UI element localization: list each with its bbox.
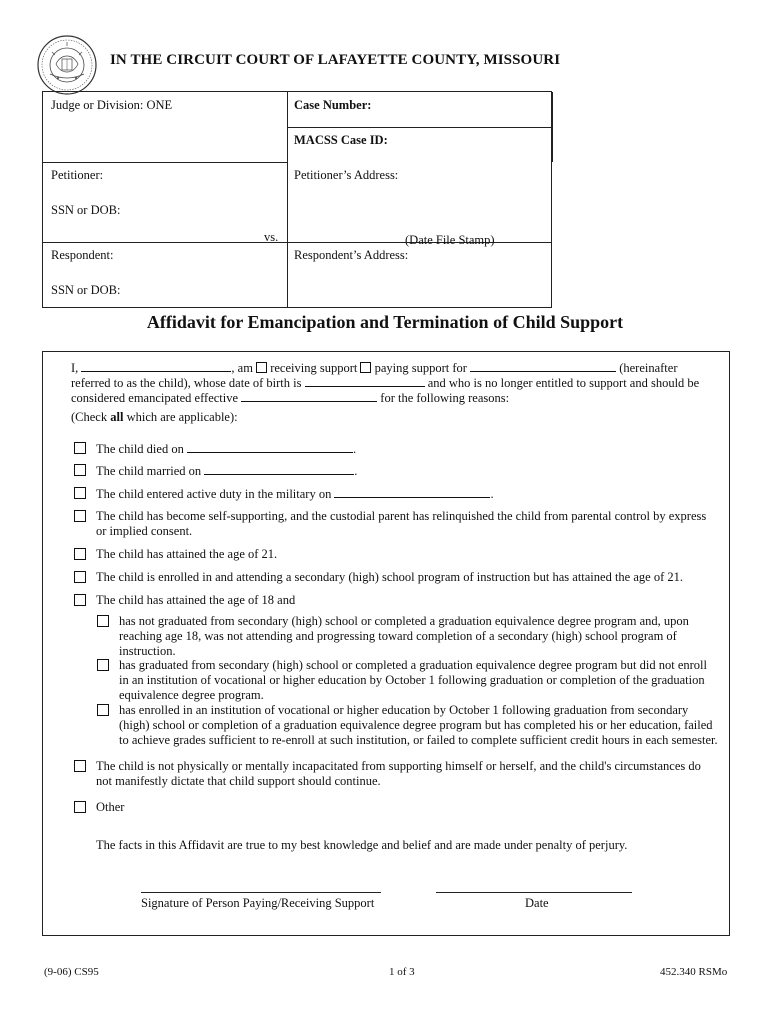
sub-reason-not-graduated: has not graduated from secondary (high) school or completed a graduation equivalence degree program and, upon reaching age 18, was not attending and progressing toward completion of a secondary (high) school program of instruction. xyxy=(119,614,689,658)
check-instruction: (Check all which are applicable): xyxy=(71,410,238,424)
petitioner-ssn-label: SSN or DOB: xyxy=(51,203,121,217)
petitioner-label: Petitioner: xyxy=(51,168,104,182)
not-graduated-checkbox[interactable] xyxy=(97,615,109,627)
petitioner-address-label: Petitioner’s Address: xyxy=(294,168,399,182)
respondent-label: Respondent: xyxy=(51,248,114,262)
reason-enrolled-age21: The child is enrolled in and attending a secondary (high) school program of instruction but has attained the age of 21. xyxy=(96,570,683,584)
married-date-field[interactable] xyxy=(204,463,354,475)
reason-not-incapacitated: The child is not physically or mentally incapacitated from supporting himself or herself, and the child's circumstances do not manifestly dictate that child support should continue. xyxy=(96,759,701,788)
missouri-state-seal-icon xyxy=(36,34,98,96)
reason-other: Other xyxy=(96,800,125,814)
died-checkbox[interactable] xyxy=(74,442,86,454)
form-title: Affidavit for Emancipation and Termination of Child Support xyxy=(146,312,624,332)
reason-died: The child died on . xyxy=(96,442,357,456)
judge-label: Judge or Division: xyxy=(51,98,144,112)
page-number: 1 of 3 xyxy=(389,966,415,978)
court-title: IN THE CIRCUIT COURT OF LAFAYETTE COUNTY, MISSOURI xyxy=(110,52,561,68)
receiving-support-checkbox[interactable] xyxy=(256,362,267,373)
age21-checkbox[interactable] xyxy=(74,548,86,560)
not-incapacitated-checkbox[interactable] xyxy=(74,760,86,772)
intro-line-1: I, , am receiving support paying support for (hereinafter xyxy=(71,361,678,375)
self-supporting-checkbox[interactable] xyxy=(74,510,86,522)
judge-division-field[interactable] xyxy=(51,98,172,113)
reason-self-supporting: The child has become self-supporting, and the custodial parent has relinquished the child from parental control by express or implied consent. xyxy=(96,509,707,538)
died-date-field[interactable] xyxy=(187,441,353,453)
respondent-address-label: Respondent’s Address: xyxy=(294,248,409,262)
age18-checkbox[interactable] xyxy=(74,594,86,606)
enrolled-age21-checkbox[interactable] xyxy=(74,571,86,583)
other-checkbox[interactable] xyxy=(74,801,86,813)
vs-label: vs. xyxy=(264,230,279,244)
reason-military: The child entered active duty in the military on . xyxy=(96,487,494,501)
enrolled-completed-checkbox[interactable] xyxy=(97,704,109,716)
sub-reason-graduated-not-enrolled: has graduated from secondary (high) school or completed a graduation equivalence degree program but did not enroll in an institution of vocational or higher education by October 1 following graduation or completion of the graduation equivalence degree program. xyxy=(119,658,707,702)
date-line[interactable] xyxy=(436,892,632,893)
reason-married: The child married on . xyxy=(96,464,358,478)
affiant-name-field[interactable] xyxy=(81,360,231,372)
married-checkbox[interactable] xyxy=(74,464,86,476)
child-name-field[interactable] xyxy=(470,360,616,372)
military-date-field[interactable] xyxy=(334,486,490,498)
date-file-stamp-label: (Date File Stamp) xyxy=(405,233,495,247)
intro-line-2: referred to as the child), whose date of birth is and who is no longer entitled to support and should be xyxy=(71,376,700,390)
date-label: Date xyxy=(525,896,549,910)
respondent-ssn-label: SSN or DOB: xyxy=(51,283,121,297)
judge-value: ONE xyxy=(146,98,173,112)
graduated-not-enrolled-checkbox[interactable] xyxy=(97,659,109,671)
signature-label: Signature of Person Paying/Receiving Support xyxy=(141,896,375,910)
affidavit-body xyxy=(42,351,730,936)
reason-age21: The child has attained the age of 21. xyxy=(96,547,278,561)
statute-reference: 452.340 RSMo xyxy=(660,966,728,978)
emancipation-effective-date-field[interactable] xyxy=(241,390,377,402)
attestation-statement: The facts in this Affidavit are true to my best knowledge and belief and are made under penalty of perjury. xyxy=(96,838,628,852)
form-code: (9-06) CS95 xyxy=(44,966,99,978)
sub-reason-enrolled-completed: has enrolled in an institution of vocational or higher education by October 1 following graduation from secondary (high) school or completion of a graduation equivalence degree program but has completed his or her education, failed to achieve grades sufficient to re-enroll at such institution, or failed to complete sufficient credit hours in each semester. xyxy=(119,703,718,747)
case-caption xyxy=(42,91,552,308)
child-dob-field[interactable] xyxy=(305,375,425,387)
intro-line-3: considered emancipated effective for the following reasons: xyxy=(71,391,510,405)
paying-support-checkbox[interactable] xyxy=(360,362,371,373)
military-checkbox[interactable] xyxy=(74,487,86,499)
macss-case-id-label: MACSS Case ID: xyxy=(294,133,388,147)
signature-line[interactable] xyxy=(141,892,381,893)
reason-age18: The child has attained the age of 18 and xyxy=(96,593,296,607)
case-number-label: Case Number: xyxy=(294,98,372,112)
